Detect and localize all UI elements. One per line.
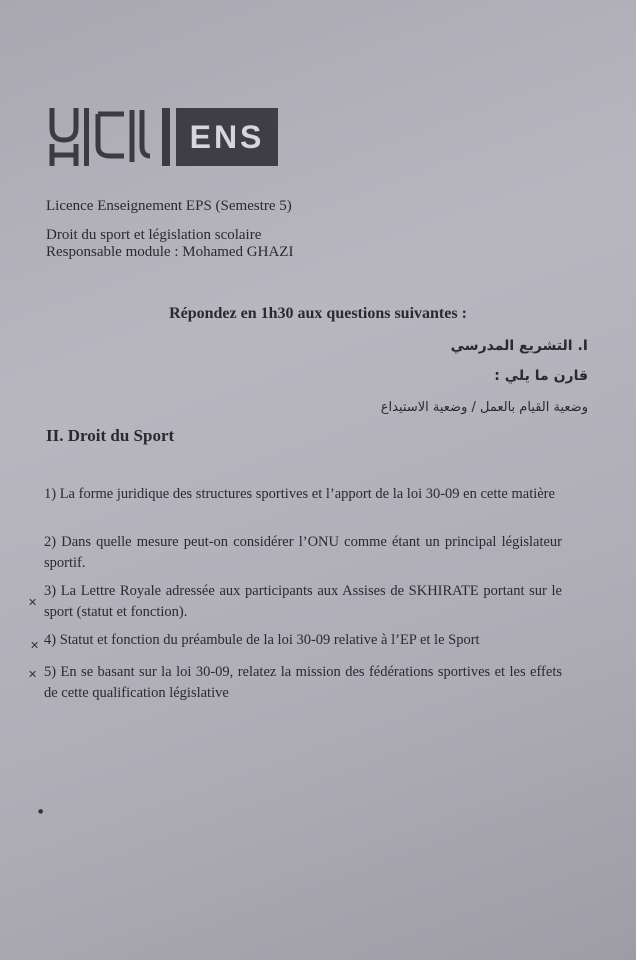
part1-item: وضعية القيام بالعمل / وضعية الاستيداع — [380, 400, 588, 415]
pen-mark: ✕ — [28, 596, 38, 609]
pen-mark: ✕ — [28, 668, 38, 681]
part1-title: I. التشريع المدرسي — [450, 338, 588, 354]
course-title: Droit du sport et législation scolaire — [46, 227, 262, 243]
uh-logo-icon — [44, 106, 156, 168]
ens-logo-text: ENS — [176, 108, 278, 166]
question-3: 3) La Lettre Royale adressée aux participants aux Assises de SKHIRATE portant sur le sport (statut et fonction). — [44, 583, 562, 620]
question-2: 2) Dans quelle mesure peut-on considérer l’ONU comme étant un principal législateur sportif. — [44, 534, 562, 571]
pen-dot: ● — [38, 808, 44, 815]
logo-divider — [162, 108, 170, 166]
part1-prompt: قارن ما يلي : — [494, 368, 588, 384]
exam-instructions: Répondez en 1h30 aux questions suivantes : — [169, 305, 467, 322]
module-responsible: Responsable module : Mohamed GHAZI — [46, 244, 294, 260]
university-logo — [44, 106, 278, 168]
pen-mark: ✕ — [30, 639, 40, 652]
question-1: 1) La forme juridique des structures sportives et l’apport de la loi 30-09 en cette matière — [44, 486, 555, 502]
question-4: 4) Statut et fonction du préambule de la loi 30-09 relative à l’EP et le Sport — [44, 632, 480, 648]
part2-title: II. Droit du Sport — [46, 426, 175, 445]
program-title: Licence Enseignement EPS (Semestre 5) — [46, 198, 292, 214]
question-5: 5) En se basant sur la loi 30-09, relatez la mission des fédérations sportives et les effets de cette qualification législative — [44, 664, 562, 701]
